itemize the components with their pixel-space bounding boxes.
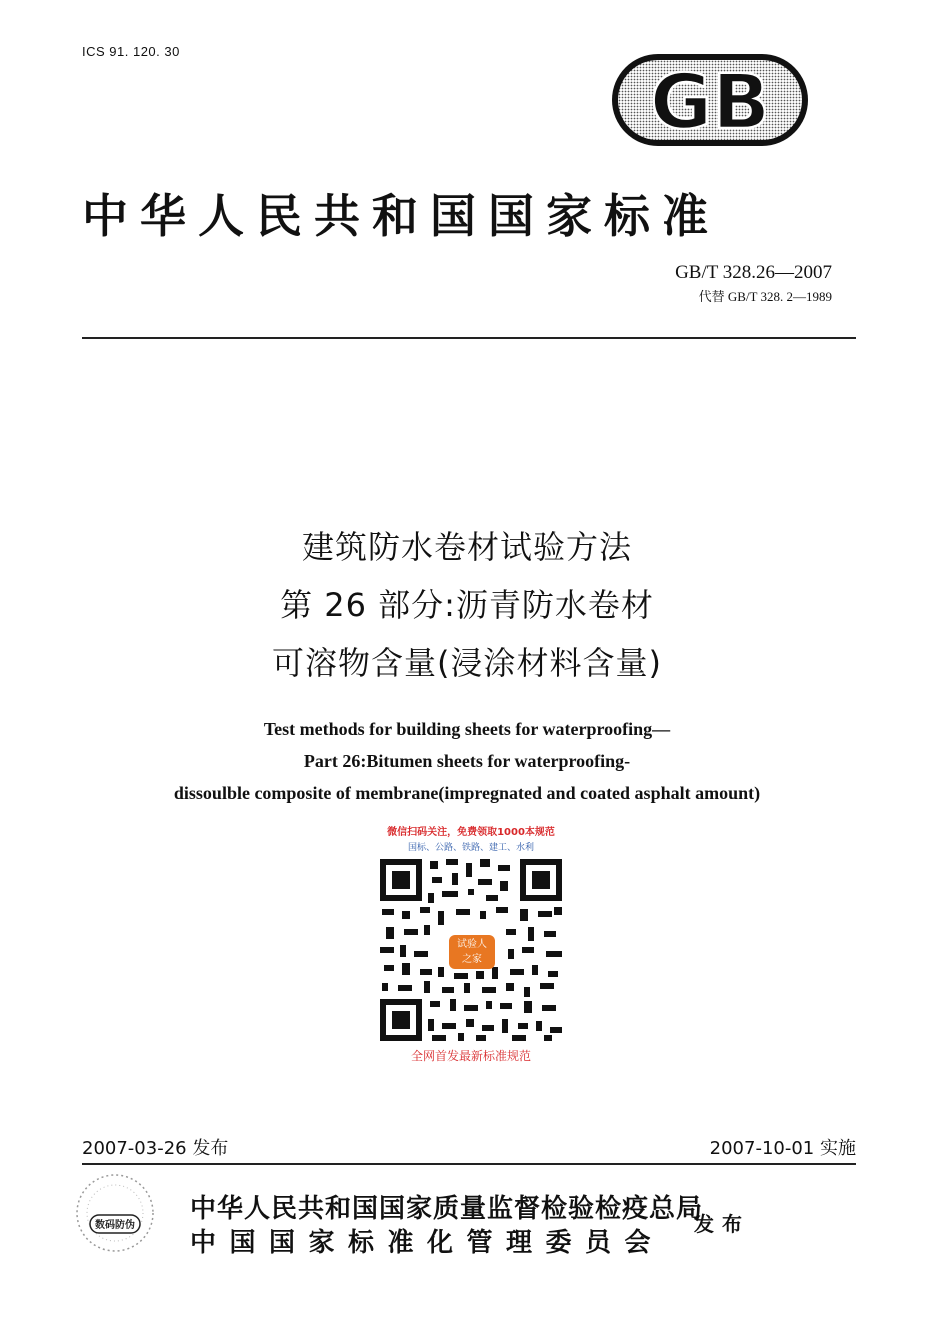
qr-caption-categories: 国标、公路、铁路、建工、水利 bbox=[407, 843, 534, 853]
qr-code[interactable] bbox=[380, 859, 562, 1041]
publish-label: 发布 bbox=[694, 1212, 750, 1236]
issue-date: 2007-03-26 发布 bbox=[82, 1138, 229, 1159]
cn-title-line-3: 可溶物含量(浸涂材料含量) bbox=[272, 644, 662, 682]
stamp-label: 数码防伪 bbox=[95, 1220, 135, 1231]
national-standard-heading: 中华人民共和国国家标准 bbox=[82, 189, 720, 243]
cn-title-line-1: 建筑防水卷材试验方法 bbox=[301, 528, 632, 566]
standard-number: GB/T 328.26—2007 bbox=[675, 262, 832, 283]
cn-title-line-2: 第 26 部分:沥青防水卷材 bbox=[280, 586, 654, 624]
qr-center-badge bbox=[449, 935, 495, 969]
anti-counterfeit-stamp-icon bbox=[72, 1170, 158, 1256]
en-title-line-2: Part 26:Bitumen sheets for waterproofing- bbox=[303, 751, 631, 771]
en-title-line-1: Test methods for building sheets for waterproofing— bbox=[263, 719, 671, 739]
issuer-aqsiq: 中华人民共和国国家质量监督检验检疫总局 bbox=[190, 1194, 704, 1224]
qr-badge-line-2: 之家 bbox=[462, 954, 482, 965]
qr-advert bbox=[376, 823, 566, 1064]
header-divider bbox=[82, 337, 856, 339]
gb-logo-text: GB bbox=[649, 57, 771, 146]
issuer-sac: 中国国家标准化管理委员会 bbox=[190, 1228, 665, 1258]
en-title-line-3: dissoulble composite of membrane(impregnated and coated asphalt amount) bbox=[173, 783, 761, 803]
replaces-note: 代替 GB/T 328. 2—1989 bbox=[698, 289, 832, 304]
effective-date: 2007-10-01 实施 bbox=[709, 1138, 856, 1159]
qr-caption-bottom: 全网首发最新标准规范 bbox=[410, 1049, 531, 1063]
gb-logo bbox=[612, 54, 808, 146]
qr-badge-line-1: 试验人 bbox=[457, 939, 487, 950]
footer-divider bbox=[82, 1163, 856, 1165]
qr-caption-top: 微信扫码关注，免费领取1000本规范 bbox=[387, 827, 555, 838]
ics-code: ICS 91. 120. 30 bbox=[82, 44, 180, 59]
